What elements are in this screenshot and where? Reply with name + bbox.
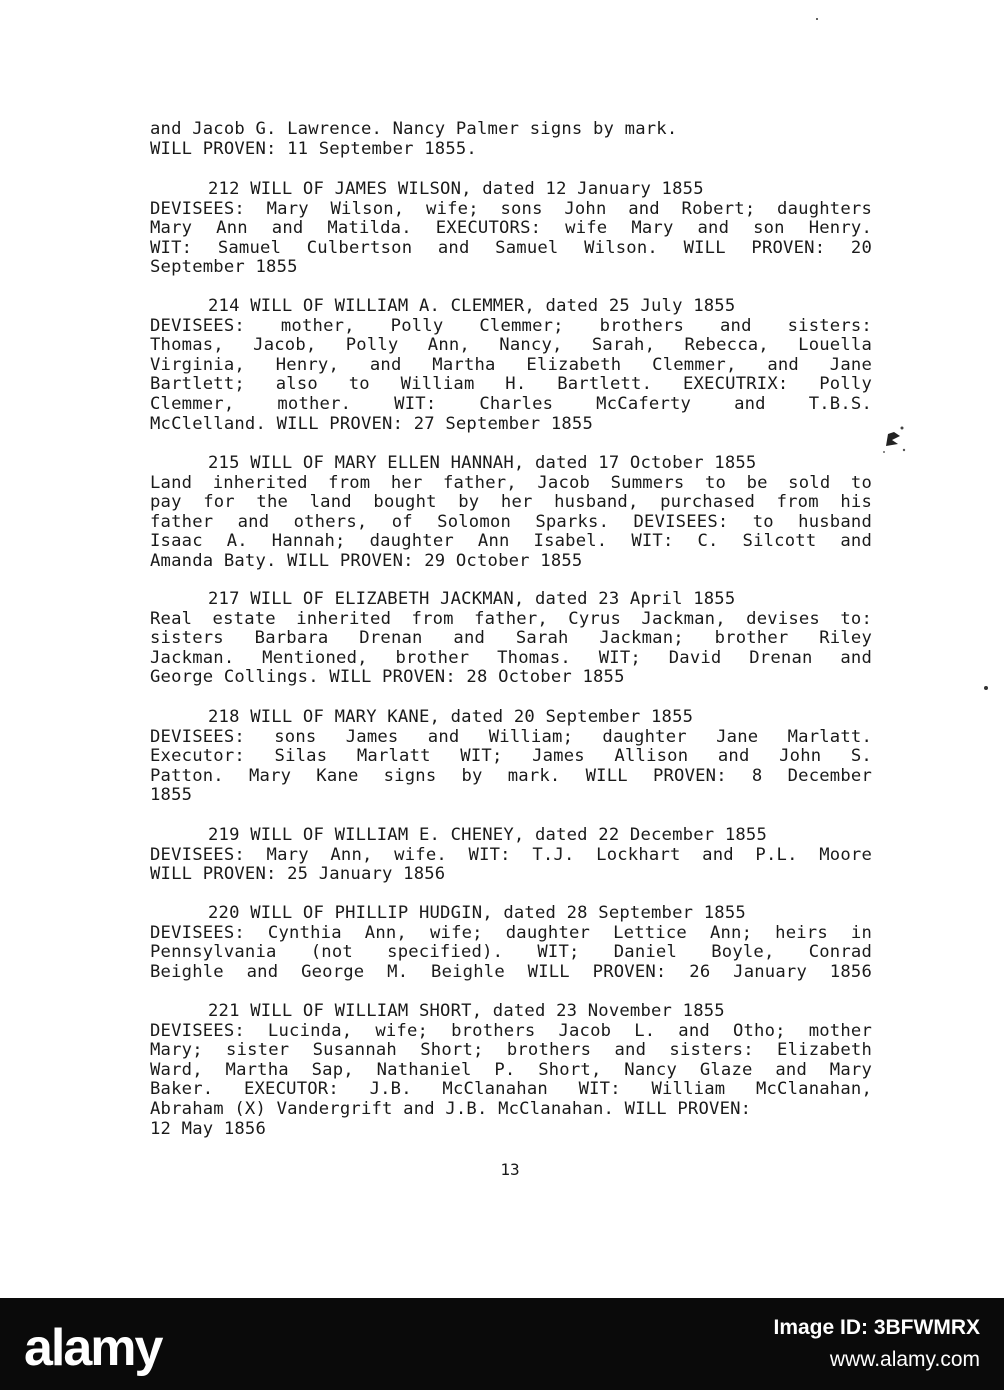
text-line: Bartlett; also to William H. Bartlett. EXECUTRIX: Polly — [150, 374, 872, 395]
text-line: McClelland. WILL PROVEN: 27 September 1855 — [150, 413, 594, 434]
text-line: September 1855 — [150, 257, 298, 278]
will-entry-221 — [150, 1002, 872, 1139]
text-line: DEVISEES: mother, Polly Clemmer; brothers and sisters: — [150, 315, 872, 336]
text-line: Real estate inherited from father, Cyrus Jackman, devises to: — [150, 608, 872, 629]
text-line: Thomas, Jacob, Polly Ann, Nancy, Sarah, Rebecca, Louella — [150, 335, 872, 356]
text-line: pay for the land bought by her husband, purchased from his — [150, 492, 872, 513]
will-entry-218 — [150, 708, 872, 806]
text-line: DEVISEES: Cynthia Ann, wife; daughter Lettice Ann; heirs in — [150, 922, 872, 943]
text-line: Pennsylvania (not specified). WIT; Daniel Boyle, Conrad — [150, 942, 872, 963]
footer-info — [773, 1316, 980, 1372]
text-line: Ward, Martha Sap, Nathaniel P. Short, Nancy Glaze and Mary — [150, 1059, 872, 1080]
page-number: 13 — [500, 1160, 520, 1179]
text-line: DEVISEES: Mary Ann, wife. WIT: T.J. Lockhart and P.L. Moore — [150, 844, 872, 865]
will-entry-220 — [150, 904, 872, 982]
text-line: DEVISEES: Lucinda, wife; brothers Jacob L. and Otho; mother — [150, 1020, 872, 1041]
ink-speck-icon — [984, 686, 988, 690]
entry-heading: 220 WILL OF PHILLIP HUDGIN, dated 28 September 1855 — [208, 903, 746, 923]
will-entry-219 — [150, 826, 872, 885]
will-entry-214 — [150, 297, 872, 434]
site-url-link[interactable]: www.alamy.com — [829, 1348, 980, 1371]
text-line: Mary; sister Susannah Short; brothers and sisters: Elizabeth — [150, 1040, 872, 1061]
entry-heading: 217 WILL OF ELIZABETH JACKMAN, dated 23 April 1855 — [208, 589, 736, 609]
entry-heading: 215 WILL OF MARY ELLEN HANNAH, dated 17 October 1855 — [208, 453, 757, 473]
entry-heading: 212 WILL OF JAMES WILSON, dated 12 January 1855 — [208, 179, 704, 199]
text-line: Isaac A. Hannah; daughter Ann Isabel. WIT: C. Silcott and — [150, 531, 872, 552]
text-line: Baker. EXECUTOR: J.B. McClanahan WIT: William McClanahan, — [150, 1079, 872, 1100]
text-line: Jackman. Mentioned, brother Thomas. WIT; David Drenan and — [150, 647, 872, 668]
will-entry-212 — [150, 180, 872, 278]
text-line: WILL PROVEN: 11 September 1855. — [150, 138, 477, 159]
text-line: Virginia, Henry, and Martha Elizabeth Clemmer, and Jane — [150, 354, 872, 375]
entry-heading: 221 WILL OF WILLIAM SHORT, dated 23 November 1855 — [208, 1001, 725, 1021]
intro-paragraph — [150, 120, 872, 159]
text-line: Abraham (X) Vandergrift and J.B. McClanahan. WILL PROVEN: — [150, 1098, 752, 1119]
text-line: WIT: Samuel Culbertson and Samuel Wilson. WILL PROVEN: 20 — [150, 237, 872, 258]
entry-heading: 219 WILL OF WILLIAM E. CHENEY, dated 22 December 1855 — [208, 825, 768, 845]
ink-smudge-icon — [880, 420, 910, 460]
image-id-label: Image ID: 3BFWMRX — [773, 1316, 980, 1339]
text-line: Executor: Silas Marlatt WIT; James Allison and John S. — [150, 746, 872, 767]
entry-heading: 218 WILL OF MARY KANE, dated 20 September 1855 — [208, 707, 694, 727]
entry-heading: 214 WILL OF WILLIAM A. CLEMMER, dated 25 July 1855 — [208, 296, 736, 316]
text-line: Mary Ann and Matilda. EXECUTORS: wife Mary and son Henry. — [150, 218, 872, 239]
text-line: Patton. Mary Kane signs by mark. WILL PROVEN: 8 December — [150, 765, 872, 786]
text-line: DEVISEES: Mary Wilson, wife; sons John and Robert; daughters — [150, 198, 872, 219]
text-line: 12 May 1856 — [150, 1118, 267, 1139]
text-line: Clemmer, mother. WIT: Charles McCaferty and T.B.S. — [150, 393, 872, 414]
text-line: sisters Barbara Drenan and Sarah Jackman; brother Riley — [150, 628, 872, 649]
ink-speck-icon — [816, 18, 818, 20]
text-line: WILL PROVEN: 25 January 1856 — [150, 864, 446, 885]
will-entry-215 — [150, 454, 872, 572]
text-line: 1855 — [150, 785, 193, 806]
text-line: Amanda Baty. WILL PROVEN: 29 October 1855 — [150, 550, 583, 571]
text-line: father and others, of Solomon Sparks. DEVISEES: to husband — [150, 511, 872, 532]
will-entry-217 — [150, 590, 872, 688]
text-line: DEVISEES: sons James and William; daughter Jane Marlatt. — [150, 726, 872, 747]
text-line: Land inherited from her father, Jacob Summers to be sold to — [150, 472, 872, 493]
text-line: and Jacob G. Lawrence. Nancy Palmer signs by mark. — [150, 119, 678, 139]
alamy-logo: alamy — [24, 1319, 162, 1377]
watermark-footer — [0, 1298, 1004, 1390]
text-line: George Collings. WILL PROVEN: 28 October 1855 — [150, 667, 625, 688]
text-line: Beighle and George M. Beighle WILL PROVEN: 26 January 1856 — [150, 961, 872, 982]
